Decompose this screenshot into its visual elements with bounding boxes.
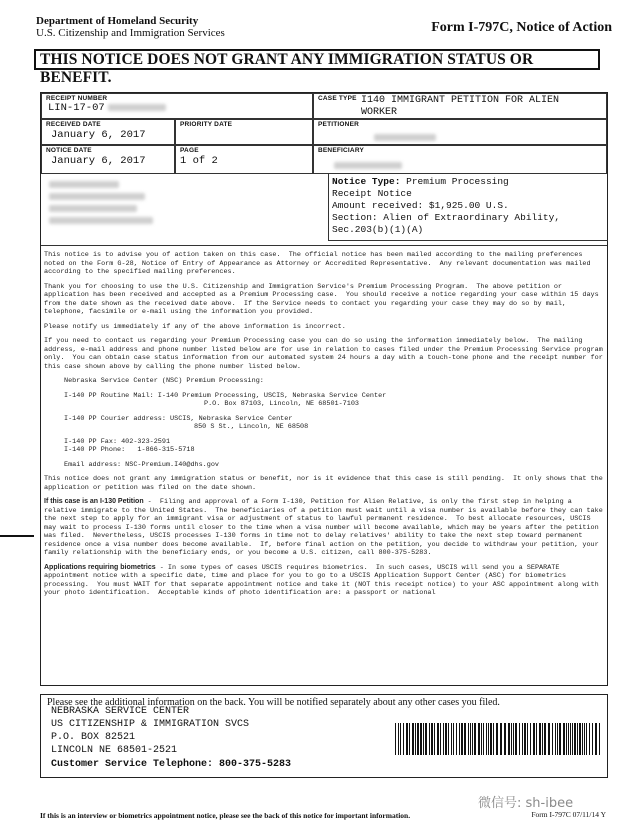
barcode-bar bbox=[423, 723, 424, 755]
courier-line-2: 850 S St., Lincoln, NE 68508 bbox=[194, 423, 309, 431]
barcode-bar bbox=[511, 723, 512, 755]
agency-header bbox=[36, 15, 225, 39]
barcode-bar bbox=[589, 723, 590, 755]
barcode-bar bbox=[599, 723, 600, 755]
priority-date-label: PRIORITY DATE bbox=[180, 121, 233, 128]
barcode-bar bbox=[483, 723, 484, 755]
notice-type-value: Premium Processing bbox=[406, 176, 509, 187]
barcode-bar bbox=[403, 723, 404, 755]
barcode-bar bbox=[586, 723, 587, 755]
case-type-label: CASE TYPE bbox=[318, 95, 357, 102]
barcode-bar bbox=[527, 723, 528, 755]
barcode-bar bbox=[445, 723, 447, 755]
receipt-number-label: RECEIPT NUMBER bbox=[46, 95, 108, 102]
barcode-bar bbox=[513, 723, 514, 755]
form-title: Form I-797C, Notice of Action bbox=[431, 20, 612, 35]
barcode-bar bbox=[530, 723, 531, 755]
address-line-4: LINCOLN NE 68501-2521 bbox=[51, 745, 178, 756]
barcode-bar bbox=[582, 723, 583, 755]
biometrics-paragraph bbox=[44, 564, 604, 598]
barcode-bar bbox=[459, 723, 460, 755]
barcode-bar bbox=[504, 723, 506, 755]
redacted-line bbox=[49, 205, 137, 212]
barcode-bar bbox=[481, 723, 482, 755]
address-line-2: US CITIZENSHIP & IMMIGRATION SVCS bbox=[51, 719, 250, 730]
redacted-line bbox=[49, 181, 119, 188]
address-line-1: NEBRASKA SERVICE CENTER bbox=[51, 706, 190, 717]
barcode-bar bbox=[412, 723, 414, 755]
barcode-bar bbox=[522, 723, 523, 755]
notice-section-code: Sec.203(b)(1)(A) bbox=[332, 224, 424, 235]
barcode-bar bbox=[559, 723, 561, 755]
barcode-bar bbox=[548, 723, 550, 755]
barcode-bar bbox=[519, 723, 520, 755]
barcode-bar bbox=[579, 723, 581, 755]
barcode-bar bbox=[406, 723, 408, 755]
routine-mail-line-2: P.O. Box 87103, Lincoln, NE 68501-7103 bbox=[204, 400, 359, 408]
notice-type-label: Notice Type: bbox=[332, 176, 401, 187]
fax-line: I-140 PP Fax: 402-323-2591 bbox=[64, 437, 171, 446]
body-paragraph-3: Please notify us immediately if any of the above information is incorrect. bbox=[44, 322, 346, 331]
margin-mark bbox=[0, 535, 34, 537]
body-paragraph-1: This notice is to advise you of action taken on this case. The official notice has been mailed according to the mailing preferences noted on the Form G-28, Notice of Entry of Appearance as Attorney or Accredited Representative. Any relevant documentation was mailed according to the specified mailing preferences. bbox=[44, 251, 595, 276]
petitioner-label: PETITIONER bbox=[318, 121, 360, 128]
barcode-bar bbox=[490, 723, 492, 755]
notice-body bbox=[44, 251, 607, 604]
i130-text: - Filing and approval of a Form I-130, Petition for Alien Relative, is only the first step in helping a relative immigrate to the United States. The beneficiaries of a petition must wait until a visa number is available before they can take the next step to apply for an immigrant visa or adjustment of status to lawful permanent residence. To best allocate resources, USCIS may wait to process I-130 forms until closer to the time when a visa number will become available, which may be years after the petition was filed. Nevertheless, USCIS processes I-130 forms in time not to delay relatives' ability to take the next step toward permanent residence once a visa number does become available. If, before final action on the petition, you decide to withdraw your petition, your family relationship with the beneficiary ends, or you become a U.S. citizen, call 800-375-5283. bbox=[44, 498, 607, 557]
barcode-bar bbox=[563, 723, 565, 755]
barcode-bar bbox=[592, 723, 593, 755]
barcode-bar bbox=[468, 723, 469, 755]
barcode-bar bbox=[400, 723, 401, 755]
barcode-bar bbox=[577, 723, 578, 755]
courier-line-1: I-140 PP Courier address: USCIS, Nebraska Service Center bbox=[64, 414, 293, 423]
redacted-line bbox=[49, 217, 153, 224]
barcode-bar bbox=[420, 723, 422, 755]
barcode-bar bbox=[437, 723, 439, 755]
barcode-bar bbox=[544, 723, 546, 755]
barcode-bar bbox=[493, 723, 494, 755]
barcode-bar bbox=[440, 723, 441, 755]
barcode-icon bbox=[395, 723, 600, 755]
page-cell bbox=[175, 145, 313, 174]
redacted-text bbox=[108, 104, 166, 111]
barcode-bar bbox=[417, 723, 419, 755]
barcode-bar bbox=[536, 723, 537, 755]
receipt-number-value-wrap bbox=[48, 102, 166, 114]
barcode-bar bbox=[486, 723, 487, 755]
case-type-value: I140 IMMIGRANT PETITION FOR ALIEN WORKER bbox=[361, 95, 560, 118]
divider bbox=[41, 245, 607, 246]
service-center-heading: Nebraska Service Center (NSC) Premium Processing: bbox=[64, 377, 264, 385]
barcode-bar bbox=[395, 723, 396, 755]
barcode-bar bbox=[533, 723, 535, 755]
notice-banner: THIS NOTICE DOES NOT GRANT ANY IMMIGRATION STATUS OR BENEFIT. bbox=[34, 49, 600, 70]
barcode-bar bbox=[508, 723, 510, 755]
barcode-bar bbox=[496, 723, 498, 755]
notice-form-box bbox=[40, 92, 608, 686]
redacted-address bbox=[49, 181, 249, 224]
redacted-line bbox=[49, 193, 145, 200]
email-line: Email address: NSC-Premium.I40@dhs.gov bbox=[64, 460, 219, 469]
notice-date-label: NOTICE DATE bbox=[46, 147, 92, 154]
barcode-bar bbox=[409, 723, 410, 755]
notice-type-line bbox=[332, 176, 560, 188]
barcode-bar bbox=[451, 723, 452, 755]
barcode-bar bbox=[429, 723, 430, 755]
barcode-bar bbox=[584, 723, 585, 755]
return-address-box bbox=[40, 694, 608, 778]
barcode-bar bbox=[539, 723, 541, 755]
body-paragraph-4: If you need to contact us regarding your Premium Processing case you can do so using the information immediately below. The mailing address, e-mail address and phone number listed below are for use in relation to cases filed under the Premium Processing Service program only. You can obtain case status information from our automated system 24 hours a day with a touch-tone phone and the receipt number for this case shown above by calling the phone number listed below. bbox=[44, 337, 607, 371]
barcode-bar bbox=[595, 723, 597, 755]
barcode-bar bbox=[524, 723, 526, 755]
beneficiary-label: BENEFICIARY bbox=[318, 147, 365, 154]
barcode-bar bbox=[453, 723, 454, 755]
agency-subname: U.S. Citizenship and Immigration Services bbox=[36, 27, 225, 39]
barcode-bar bbox=[425, 723, 427, 755]
body-paragraph-2: Thank you for choosing to use the U.S. Citizenship and Immigration Service's Premium Processing Program. The above petition or application has been received and accepted as a Premium Processing case. You should receive a notice regarding your case within 15 days from the date shown as the received date above. If the Service needs to contact you regarding your case they may do so by mail, telephone, facsimile or e-mail using the information you provided. bbox=[44, 282, 603, 316]
additional-info-note: Please see the additional information on the back. You will be notified separately about any other cases you filed. bbox=[47, 697, 500, 708]
beneficiary-cell bbox=[313, 145, 607, 174]
received-date-label: RECEIVED DATE bbox=[46, 121, 101, 128]
notice-date-cell bbox=[41, 145, 175, 174]
body-paragraph-5: This notice does not grant any immigration status or benefit, nor is it evidence that this case is still pending. It only shows that the application or petition was filed on the date shown. bbox=[44, 475, 607, 492]
barcode-bar bbox=[572, 723, 573, 755]
redacted-text bbox=[334, 162, 402, 169]
page-value: 1 of 2 bbox=[180, 155, 218, 167]
barcode-bar bbox=[431, 723, 433, 755]
notice-date-value: January 6, 2017 bbox=[51, 155, 146, 167]
receipt-number-cell bbox=[41, 93, 313, 119]
barcode-bar bbox=[557, 723, 558, 755]
barcode-bar bbox=[415, 723, 416, 755]
priority-date-cell bbox=[175, 119, 313, 145]
barcode-bar bbox=[434, 723, 435, 755]
notice-type-box bbox=[328, 174, 608, 241]
barcode-bar bbox=[456, 723, 457, 755]
barcode-bar bbox=[488, 723, 489, 755]
barcode-bar bbox=[461, 723, 463, 755]
barcode-bar bbox=[443, 723, 444, 755]
address-line-3: P.O. BOX 82521 bbox=[51, 732, 136, 743]
notice-line-2: Receipt Notice bbox=[332, 188, 412, 199]
barcode-bar bbox=[464, 723, 466, 755]
footer-note: If this is an interview or biometrics appointment notice, please see the back of this notice for important information. bbox=[40, 811, 411, 820]
barcode-bar bbox=[568, 723, 569, 755]
barcode-bar bbox=[570, 723, 571, 755]
i130-heading: If this case is an I-130 Petition bbox=[44, 498, 144, 505]
barcode-bar bbox=[448, 723, 449, 755]
barcode-bar bbox=[478, 723, 480, 755]
case-type-cell bbox=[313, 93, 607, 119]
phone-line: I-140 PP Phone: 1-866-315-5718 bbox=[64, 446, 195, 454]
notice-section: Section: Alien of Extraordinary Ability, bbox=[332, 212, 561, 223]
petitioner-cell bbox=[313, 119, 607, 145]
watermark: 微信号: sh-ibee bbox=[478, 796, 574, 811]
barcode-bar bbox=[500, 723, 502, 755]
redacted-text bbox=[374, 134, 436, 141]
received-date-value: January 6, 2017 bbox=[51, 129, 146, 141]
notice-amount: Amount received: $1,925.00 U.S. bbox=[332, 200, 509, 211]
barcode-bar bbox=[555, 723, 556, 755]
agency-name: Department of Homeland Security bbox=[36, 15, 199, 27]
barcode-bar bbox=[515, 723, 517, 755]
receipt-number-value: LIN-17-07 bbox=[48, 102, 105, 114]
i130-paragraph bbox=[44, 498, 607, 558]
biometrics-heading: Applications requiring biometrics bbox=[44, 563, 156, 571]
routine-mail-line-1: I-140 PP Routine Mail: I-140 Premium Processing, USCIS, Nebraska Service Center bbox=[64, 391, 387, 400]
form-version: Form I-797C 07/11/14 Y bbox=[531, 810, 606, 819]
customer-service-phone: Customer Service Telephone: 800-375-5283 bbox=[51, 759, 292, 770]
barcode-bar bbox=[398, 723, 399, 755]
barcode-bar bbox=[542, 723, 543, 755]
biometrics-text: - In some types of cases USCIS requires biometrics. In such cases, USCIS will send you a SEPARATE appointment notice with a specific date, time and place for you to go to a USCIS Application Support Center (ASC) for biometrics processing. You must WAIT for that separate appointment notice and take it (NOT this receipt notice) to your ASC appointment along with your photo identification. Acceptable kinds of photo identification are: a passport or national bbox=[44, 563, 603, 597]
barcode-bar bbox=[552, 723, 553, 755]
barcode-bar bbox=[470, 723, 471, 755]
barcode-bar bbox=[574, 723, 576, 755]
barcode-bar bbox=[566, 723, 567, 755]
barcode-bar bbox=[474, 723, 476, 755]
page-label: PAGE bbox=[180, 147, 199, 154]
barcode-bar bbox=[472, 723, 473, 755]
received-date-cell bbox=[41, 119, 175, 145]
